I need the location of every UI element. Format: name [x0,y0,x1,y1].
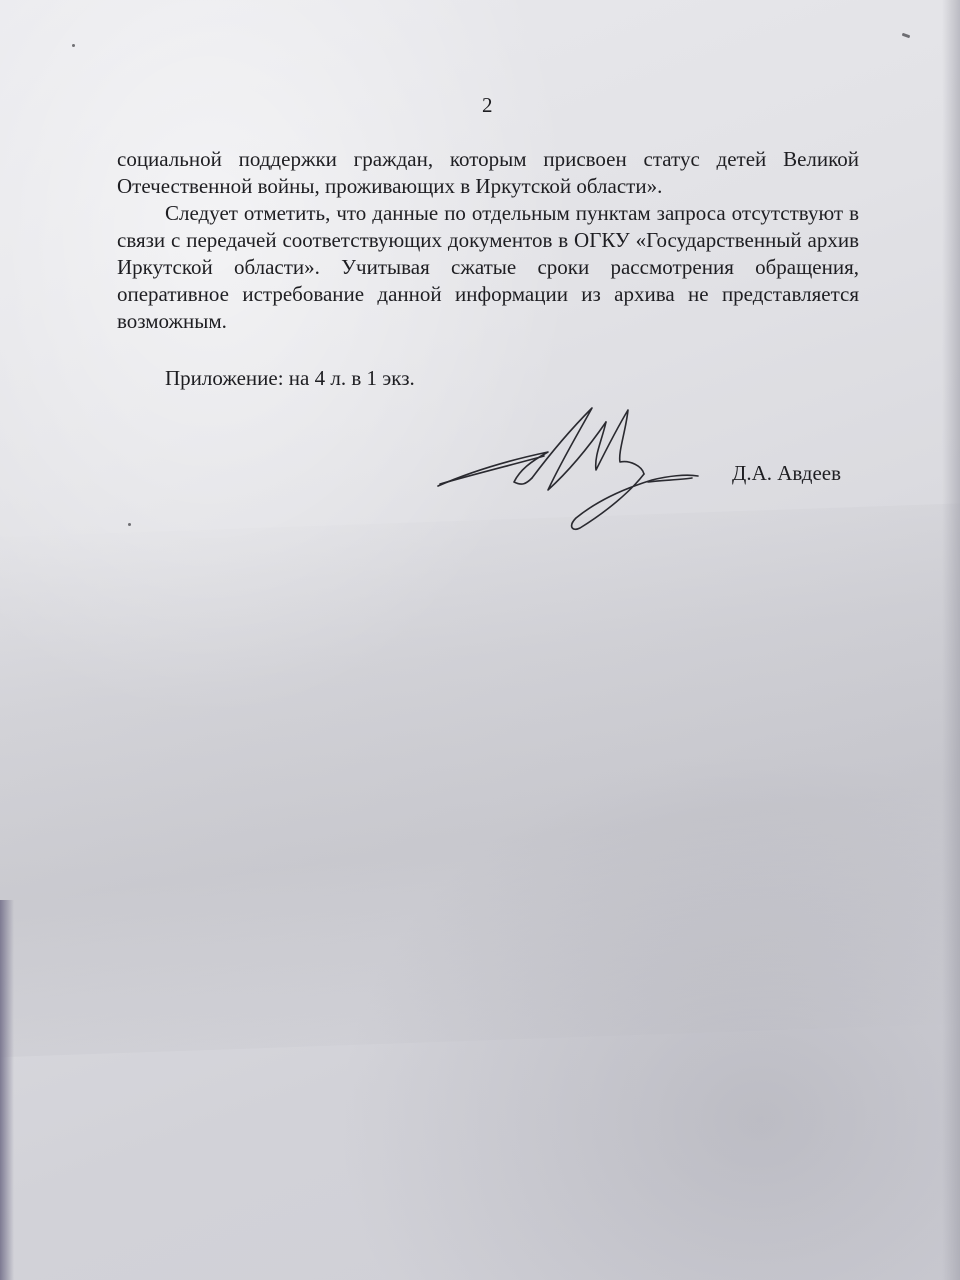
paper-speck [128,523,131,526]
page-number: 2 [482,93,493,117]
page-right-edge [942,0,960,1280]
attachment-note: Приложение: на 4 л. в 1 экз. [165,366,415,390]
paper-speck [72,44,75,47]
paragraph-archive-note: Следует отметить, что данные по отдельным пунктам запроса отсутствуют в связи с передачей соответствующих документов в ОГКУ «Государственный архив Иркутской области». Учитывая сжатые сроки рассмотрения обращения, оперативное истребование данной информации из архива не представляется возможным. [117,201,859,333]
page-left-edge [0,900,14,1280]
paragraph-continuation: социальной поддержки граждан, которым присвоен статус детей Великой Отечественной войны, проживающих в Иркутской области». [117,147,859,198]
signatory-name: Д.А. Авдеев [732,461,842,485]
handwritten-signature [430,400,730,540]
page-shadow [0,501,960,1059]
paper-mark [902,33,911,39]
